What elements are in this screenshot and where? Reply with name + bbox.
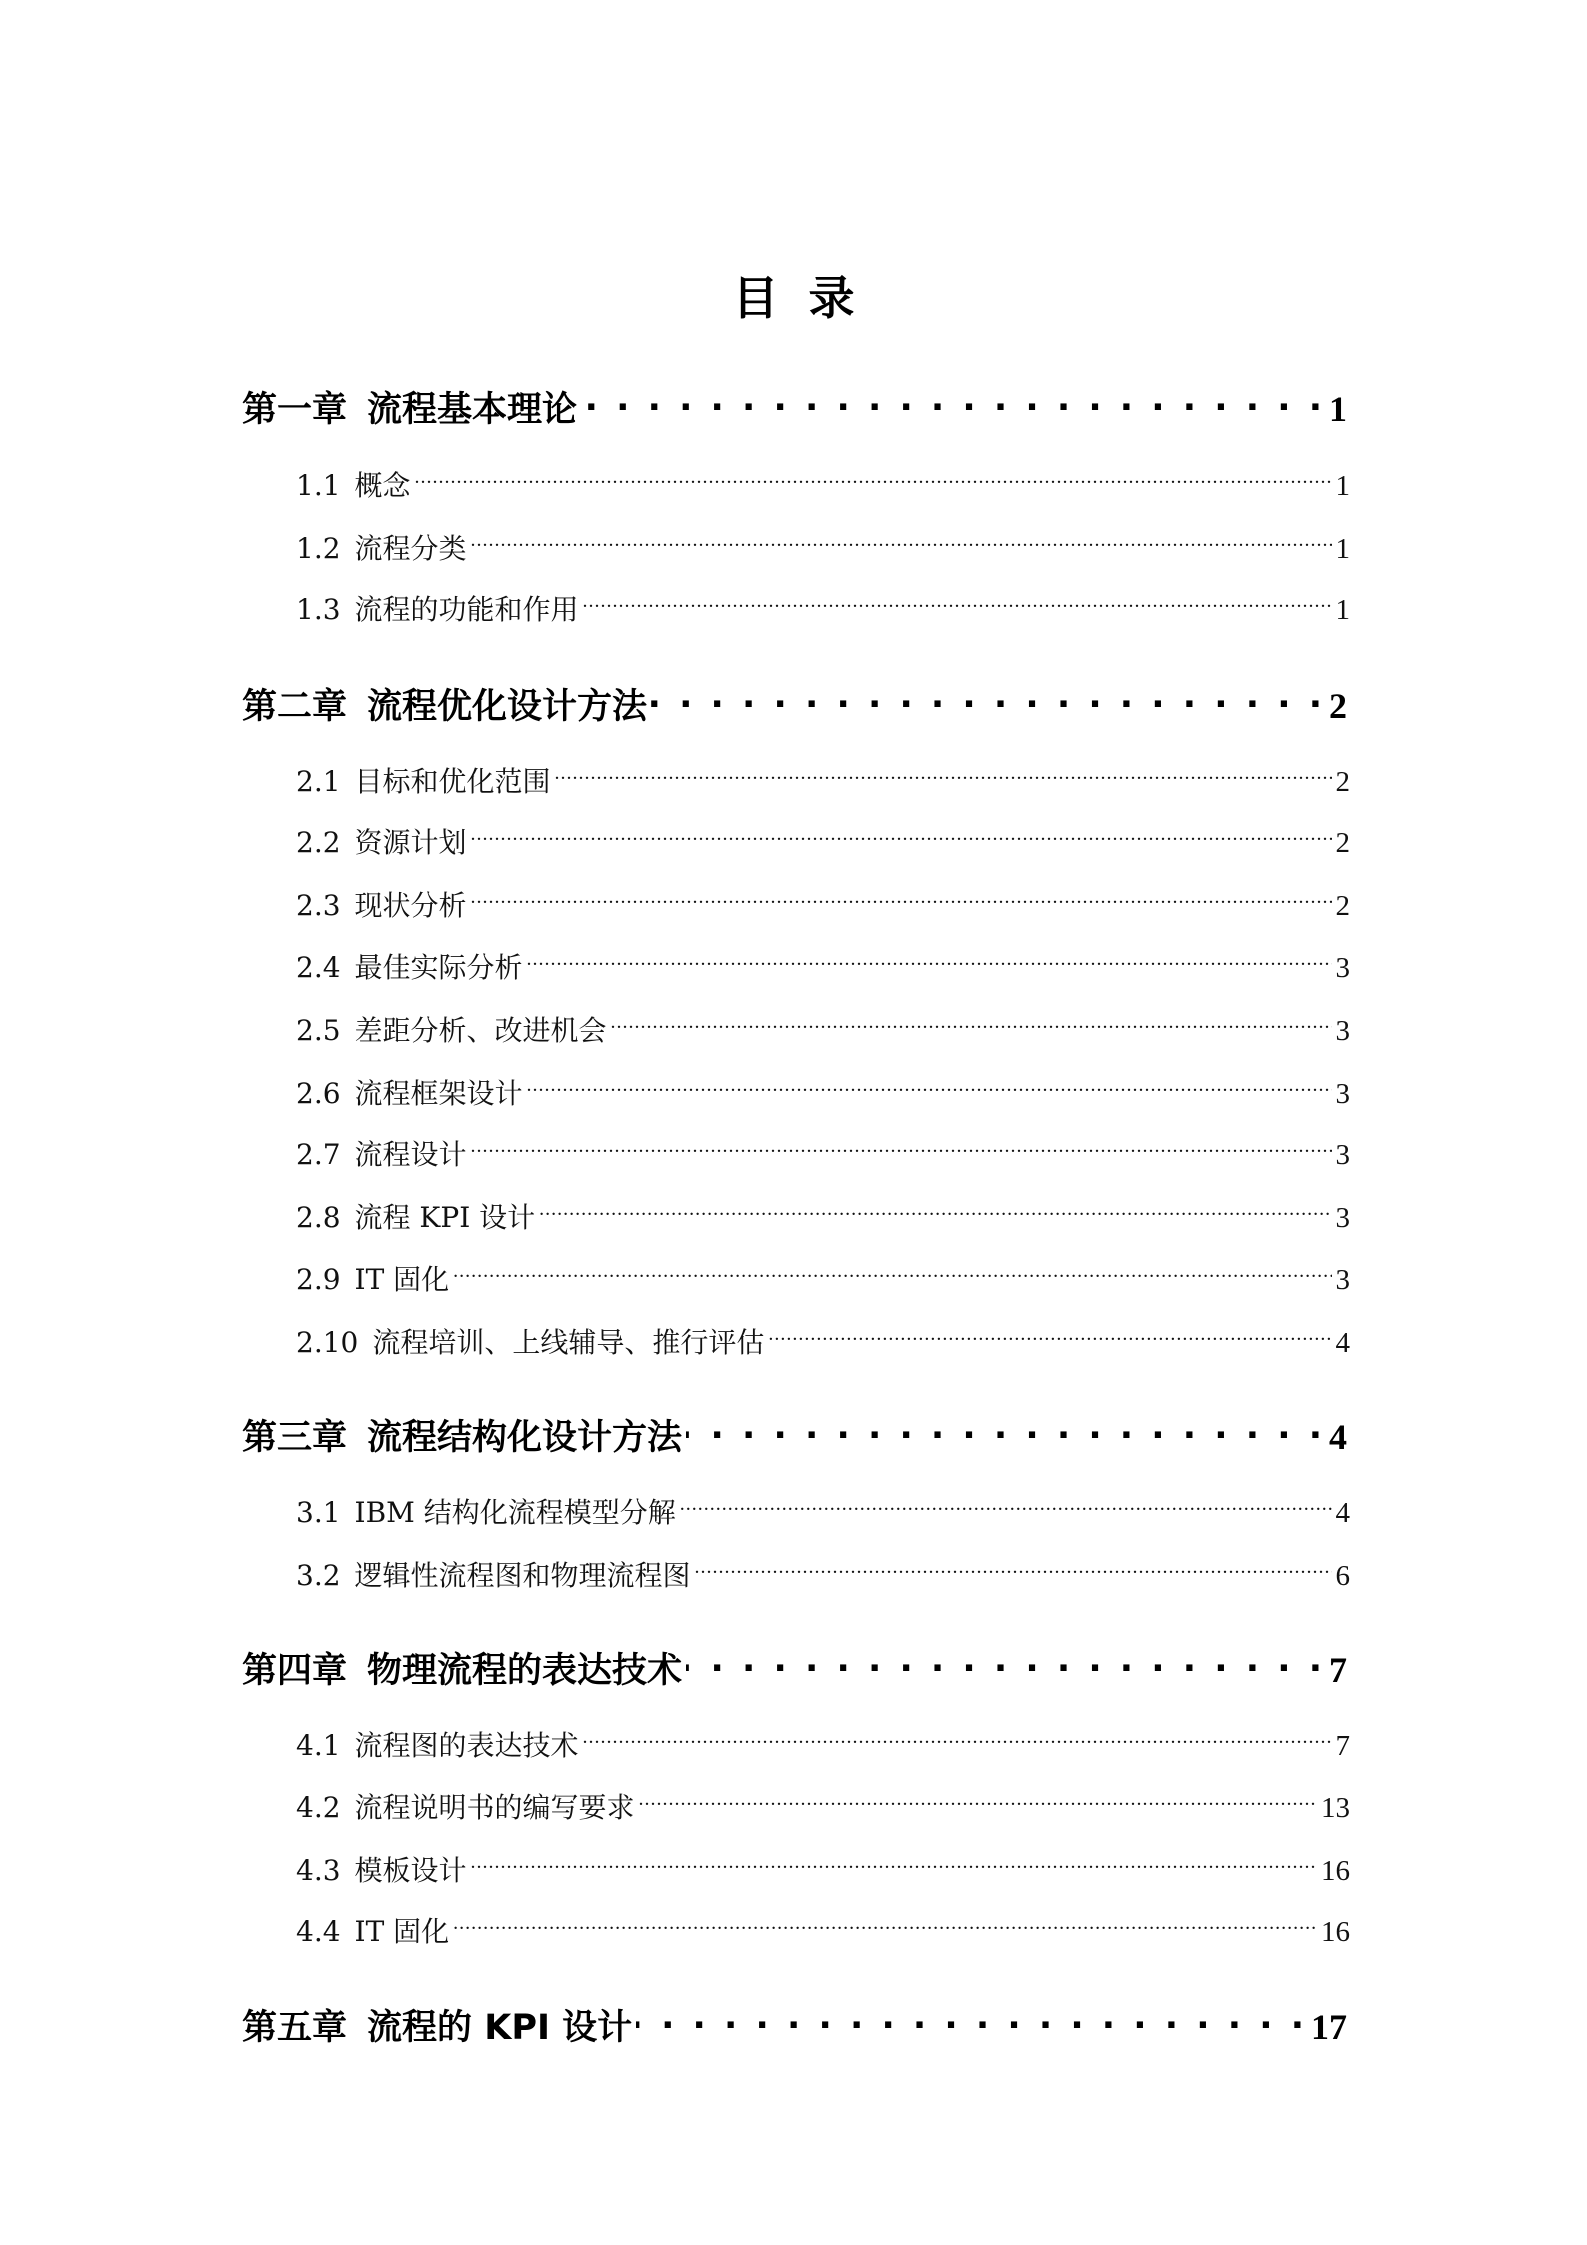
toc-entry-page-number: 3 — [1335, 1015, 1350, 1047]
toc-section-entry[interactable] — [296, 1905, 1350, 1948]
toc-entry-label: 流程设计 — [354, 1138, 467, 1171]
toc-entry-page-number: 7 — [1329, 1650, 1347, 1690]
toc-entry-page-number: 17 — [1311, 2007, 1347, 2047]
dot-leader — [555, 755, 1332, 791]
dot-leader — [583, 583, 1332, 619]
toc-section-entry[interactable] — [296, 1549, 1350, 1592]
dot-leader — [415, 459, 1332, 495]
toc-entry-number: 第二章 — [242, 687, 348, 727]
toc-entry-number: 第三章 — [242, 1418, 348, 1458]
dot-leader — [695, 1549, 1332, 1585]
toc-entry-page-number: 2 — [1335, 766, 1350, 798]
toc-entry-label: IT 固化 — [354, 1915, 450, 1948]
toc-entry-number: 4.2 — [296, 1791, 341, 1824]
dot-leader — [453, 1253, 1331, 1289]
toc-section-entry[interactable] — [296, 1486, 1350, 1529]
toc-section-entry[interactable] — [296, 1844, 1350, 1887]
toc-entry-page-number: 7 — [1335, 1730, 1350, 1762]
toc-entry-number: 1.3 — [296, 593, 341, 626]
dot-leader — [686, 1638, 1325, 1682]
toc-chapter-entry[interactable] — [242, 1405, 1347, 1458]
toc-entry-number: 第四章 — [242, 1651, 348, 1691]
toc-entry-page-number: 4 — [1335, 1327, 1350, 1359]
toc-section-entry[interactable] — [296, 1067, 1350, 1110]
toc-entry-number: 2.2 — [296, 826, 341, 859]
toc-entry-page-number: 6 — [1335, 1560, 1350, 1592]
dot-leader — [639, 1781, 1317, 1817]
toc-entry-number: 2.3 — [296, 889, 341, 922]
toc-entry-page-number: 3 — [1335, 1139, 1350, 1171]
toc-section-entry[interactable] — [296, 522, 1350, 565]
toc-entry-number: 2.4 — [296, 951, 341, 984]
toc-entry-label: 流程结构化设计方法 — [367, 1418, 683, 1458]
toc-entry-label: IT 固化 — [354, 1263, 450, 1296]
toc-entry-number: 1.1 — [296, 469, 341, 502]
toc-entry-label: 流程优化设计方法 — [367, 687, 648, 727]
dot-leader — [686, 1405, 1325, 1449]
toc-section-entry[interactable] — [296, 1128, 1350, 1171]
dot-leader — [636, 1995, 1307, 2039]
toc-section-entry[interactable] — [296, 459, 1350, 502]
dot-leader — [471, 522, 1332, 558]
toc-entry-label: 流程图的表达技术 — [354, 1729, 579, 1762]
toc-entry-label: 流程 KPI 设计 — [354, 1201, 536, 1234]
toc-entry-label: 流程基本理论 — [367, 390, 578, 430]
toc-entry-number: 第五章 — [242, 2008, 348, 2048]
toc-section-entry[interactable] — [296, 1719, 1350, 1762]
toc-entry-number: 4.1 — [296, 1729, 341, 1762]
dot-leader — [471, 879, 1332, 915]
toc-entry-page-number: 3 — [1335, 1202, 1350, 1234]
toc-entry-number: 4.3 — [296, 1854, 341, 1887]
toc-chapter-entry[interactable] — [242, 674, 1347, 727]
toc-entry-number: 3.2 — [296, 1559, 341, 1592]
toc-entry-number: 2.7 — [296, 1138, 341, 1171]
dot-leader — [527, 1067, 1332, 1103]
toc-entry-number: 第一章 — [242, 390, 348, 430]
toc-section-entry[interactable] — [296, 1004, 1350, 1047]
toc-entry-page-number: 1 — [1335, 470, 1350, 502]
toc-entry-page-number: 3 — [1335, 952, 1350, 984]
toc-entry-page-number: 2 — [1335, 827, 1350, 859]
dot-leader — [583, 1719, 1332, 1755]
dot-leader — [453, 1905, 1317, 1941]
toc-entry-page-number: 4 — [1329, 1417, 1347, 1457]
toc-section-entry[interactable] — [296, 879, 1350, 922]
toc-section-entry[interactable] — [296, 941, 1350, 984]
toc-entry-page-number: 16 — [1321, 1916, 1350, 1948]
toc-entry-label: 差距分析、改进机会 — [354, 1014, 607, 1047]
dot-leader — [611, 1004, 1332, 1040]
dot-leader — [680, 1486, 1332, 1522]
toc-entry-label: 目标和优化范围 — [354, 765, 551, 798]
toc-entry-label: 流程培训、上线辅导、推行评估 — [372, 1326, 765, 1359]
dot-leader — [651, 674, 1325, 718]
toc-entry-number: 2.6 — [296, 1077, 341, 1110]
toc-entry-label: 流程说明书的编写要求 — [354, 1791, 635, 1824]
toc-entry-label: 概念 — [354, 469, 411, 502]
toc-entry-page-number: 1 — [1335, 594, 1350, 626]
toc-section-entry[interactable] — [296, 755, 1350, 798]
toc-entry-page-number: 16 — [1321, 1855, 1350, 1887]
dot-leader — [539, 1191, 1331, 1227]
dot-leader — [768, 1316, 1331, 1352]
toc-section-entry[interactable] — [296, 1781, 1350, 1824]
toc-entry-page-number: 1 — [1329, 389, 1347, 429]
toc-chapter-entry[interactable] — [242, 1995, 1347, 2048]
toc-section-entry[interactable] — [296, 1191, 1350, 1234]
toc-entry-number: 1.2 — [296, 532, 341, 565]
toc-entry-page-number: 2 — [1335, 890, 1350, 922]
toc-section-entry[interactable] — [296, 1316, 1350, 1359]
toc-entry-number: 4.4 — [296, 1915, 341, 1948]
toc-entry-label: 现状分析 — [354, 889, 467, 922]
toc-entry-label: 最佳实际分析 — [354, 951, 523, 984]
toc-chapter-entry[interactable] — [242, 377, 1347, 430]
toc-entry-number: 2.1 — [296, 765, 341, 798]
toc-entry-number: 3.1 — [296, 1496, 341, 1529]
toc-entry-page-number: 2 — [1329, 686, 1347, 726]
toc-entry-number: 2.9 — [296, 1263, 341, 1296]
dot-leader — [471, 1844, 1317, 1880]
toc-entry-number: 2.5 — [296, 1014, 341, 1047]
dot-leader — [471, 1128, 1332, 1164]
toc-entry-page-number: 13 — [1321, 1792, 1350, 1824]
toc-entry-label: 流程的功能和作用 — [354, 593, 579, 626]
toc-entry-number: 2.8 — [296, 1201, 341, 1234]
toc-section-entry[interactable] — [296, 583, 1350, 626]
page-title: 目录 — [732, 271, 885, 325]
dot-leader — [581, 377, 1325, 421]
toc-chapter-entry[interactable] — [242, 1638, 1347, 1691]
toc-entry-label: 逻辑性流程图和物理流程图 — [354, 1559, 691, 1592]
toc-entry-page-number: 1 — [1335, 533, 1350, 565]
dot-leader — [527, 941, 1332, 977]
toc-entry-label: 流程分类 — [354, 532, 467, 565]
toc-entry-label: IBM 结构化流程模型分解 — [354, 1496, 676, 1529]
toc-entry-label: 流程框架设计 — [354, 1077, 523, 1110]
toc-entry-label: 物理流程的表达技术 — [367, 1651, 683, 1691]
toc-entry-page-number: 4 — [1335, 1497, 1350, 1529]
toc-entry-label: 流程的 KPI 设计 — [367, 2008, 633, 2048]
toc-entry-number: 2.10 — [296, 1326, 359, 1359]
toc-entry-label: 模板设计 — [354, 1854, 467, 1887]
dot-leader — [471, 816, 1332, 852]
toc-section-entry[interactable] — [296, 1253, 1350, 1296]
toc-entry-page-number: 3 — [1335, 1078, 1350, 1110]
toc-entry-page-number: 3 — [1335, 1264, 1350, 1296]
toc-section-entry[interactable] — [296, 816, 1350, 859]
toc-entry-label: 资源计划 — [354, 826, 467, 859]
